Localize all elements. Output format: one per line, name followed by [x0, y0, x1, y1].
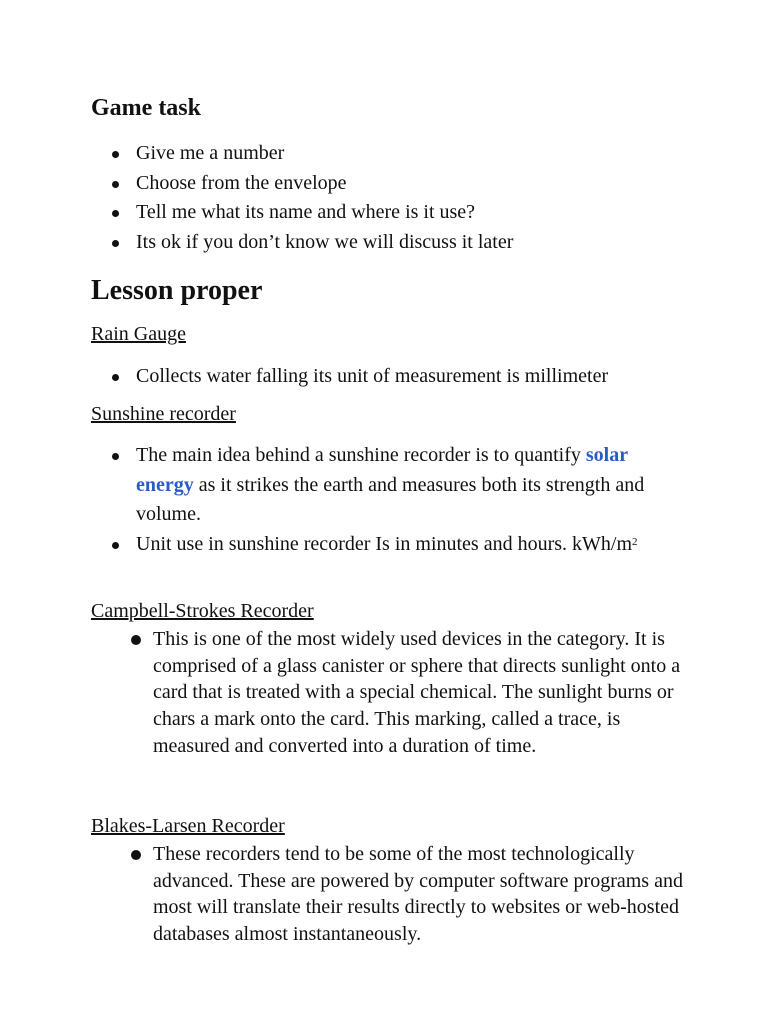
list-item: This is one of the most widely used devices in the category. It is comprised of a glass canister or sphere that directs sunlight onto a card that is treated with a special chemical. The sunlight burns or chars a mark onto the card. This marking, called a trace, is measured and converted into a duration of time. [128, 626, 683, 760]
list-item: Choose from the envelope [110, 169, 513, 199]
blakes-title: Blakes-Larsen Recorder [91, 815, 285, 837]
list-item [110, 530, 676, 560]
sunshine-recorder-list [110, 441, 676, 559]
blakes-list [128, 841, 683, 948]
game-task-heading: Game task [91, 95, 201, 121]
campbell-title: Campbell-Strokes Recorder [91, 600, 314, 622]
lesson-proper-heading: Lesson proper [91, 275, 263, 306]
game-task-list [110, 139, 513, 257]
superscript: 2 [632, 535, 638, 548]
sunshine-recorder-title: Sunshine recorder [91, 403, 236, 425]
item-text-post: as it strikes the earth and measures both its strength and volume. [136, 473, 645, 525]
solar-energy-highlight: solar energy [136, 444, 628, 496]
rain-gauge-list [110, 362, 608, 392]
list-item [110, 441, 676, 530]
list-item: Its ok if you don’t know we will discuss it later [110, 228, 513, 258]
rain-gauge-title: Rain Gauge [91, 323, 186, 345]
campbell-list [128, 626, 683, 760]
list-item: Tell me what its name and where is it use? [110, 198, 513, 228]
item-text-pre: The main idea behind a sunshine recorder is to quantify [136, 444, 586, 466]
item-text: Unit use in sunshine recorder Is in minutes and hours. kWh/m [136, 532, 633, 555]
list-item: These recorders tend to be some of the most technologically advanced. These are powered by computer software programs and most will translate their results directly to websites or web-hosted databases almost instantaneously. [128, 841, 683, 948]
list-item: Give me a number [110, 139, 513, 169]
list-item: Collects water falling its unit of measurement is millimeter [110, 362, 608, 392]
